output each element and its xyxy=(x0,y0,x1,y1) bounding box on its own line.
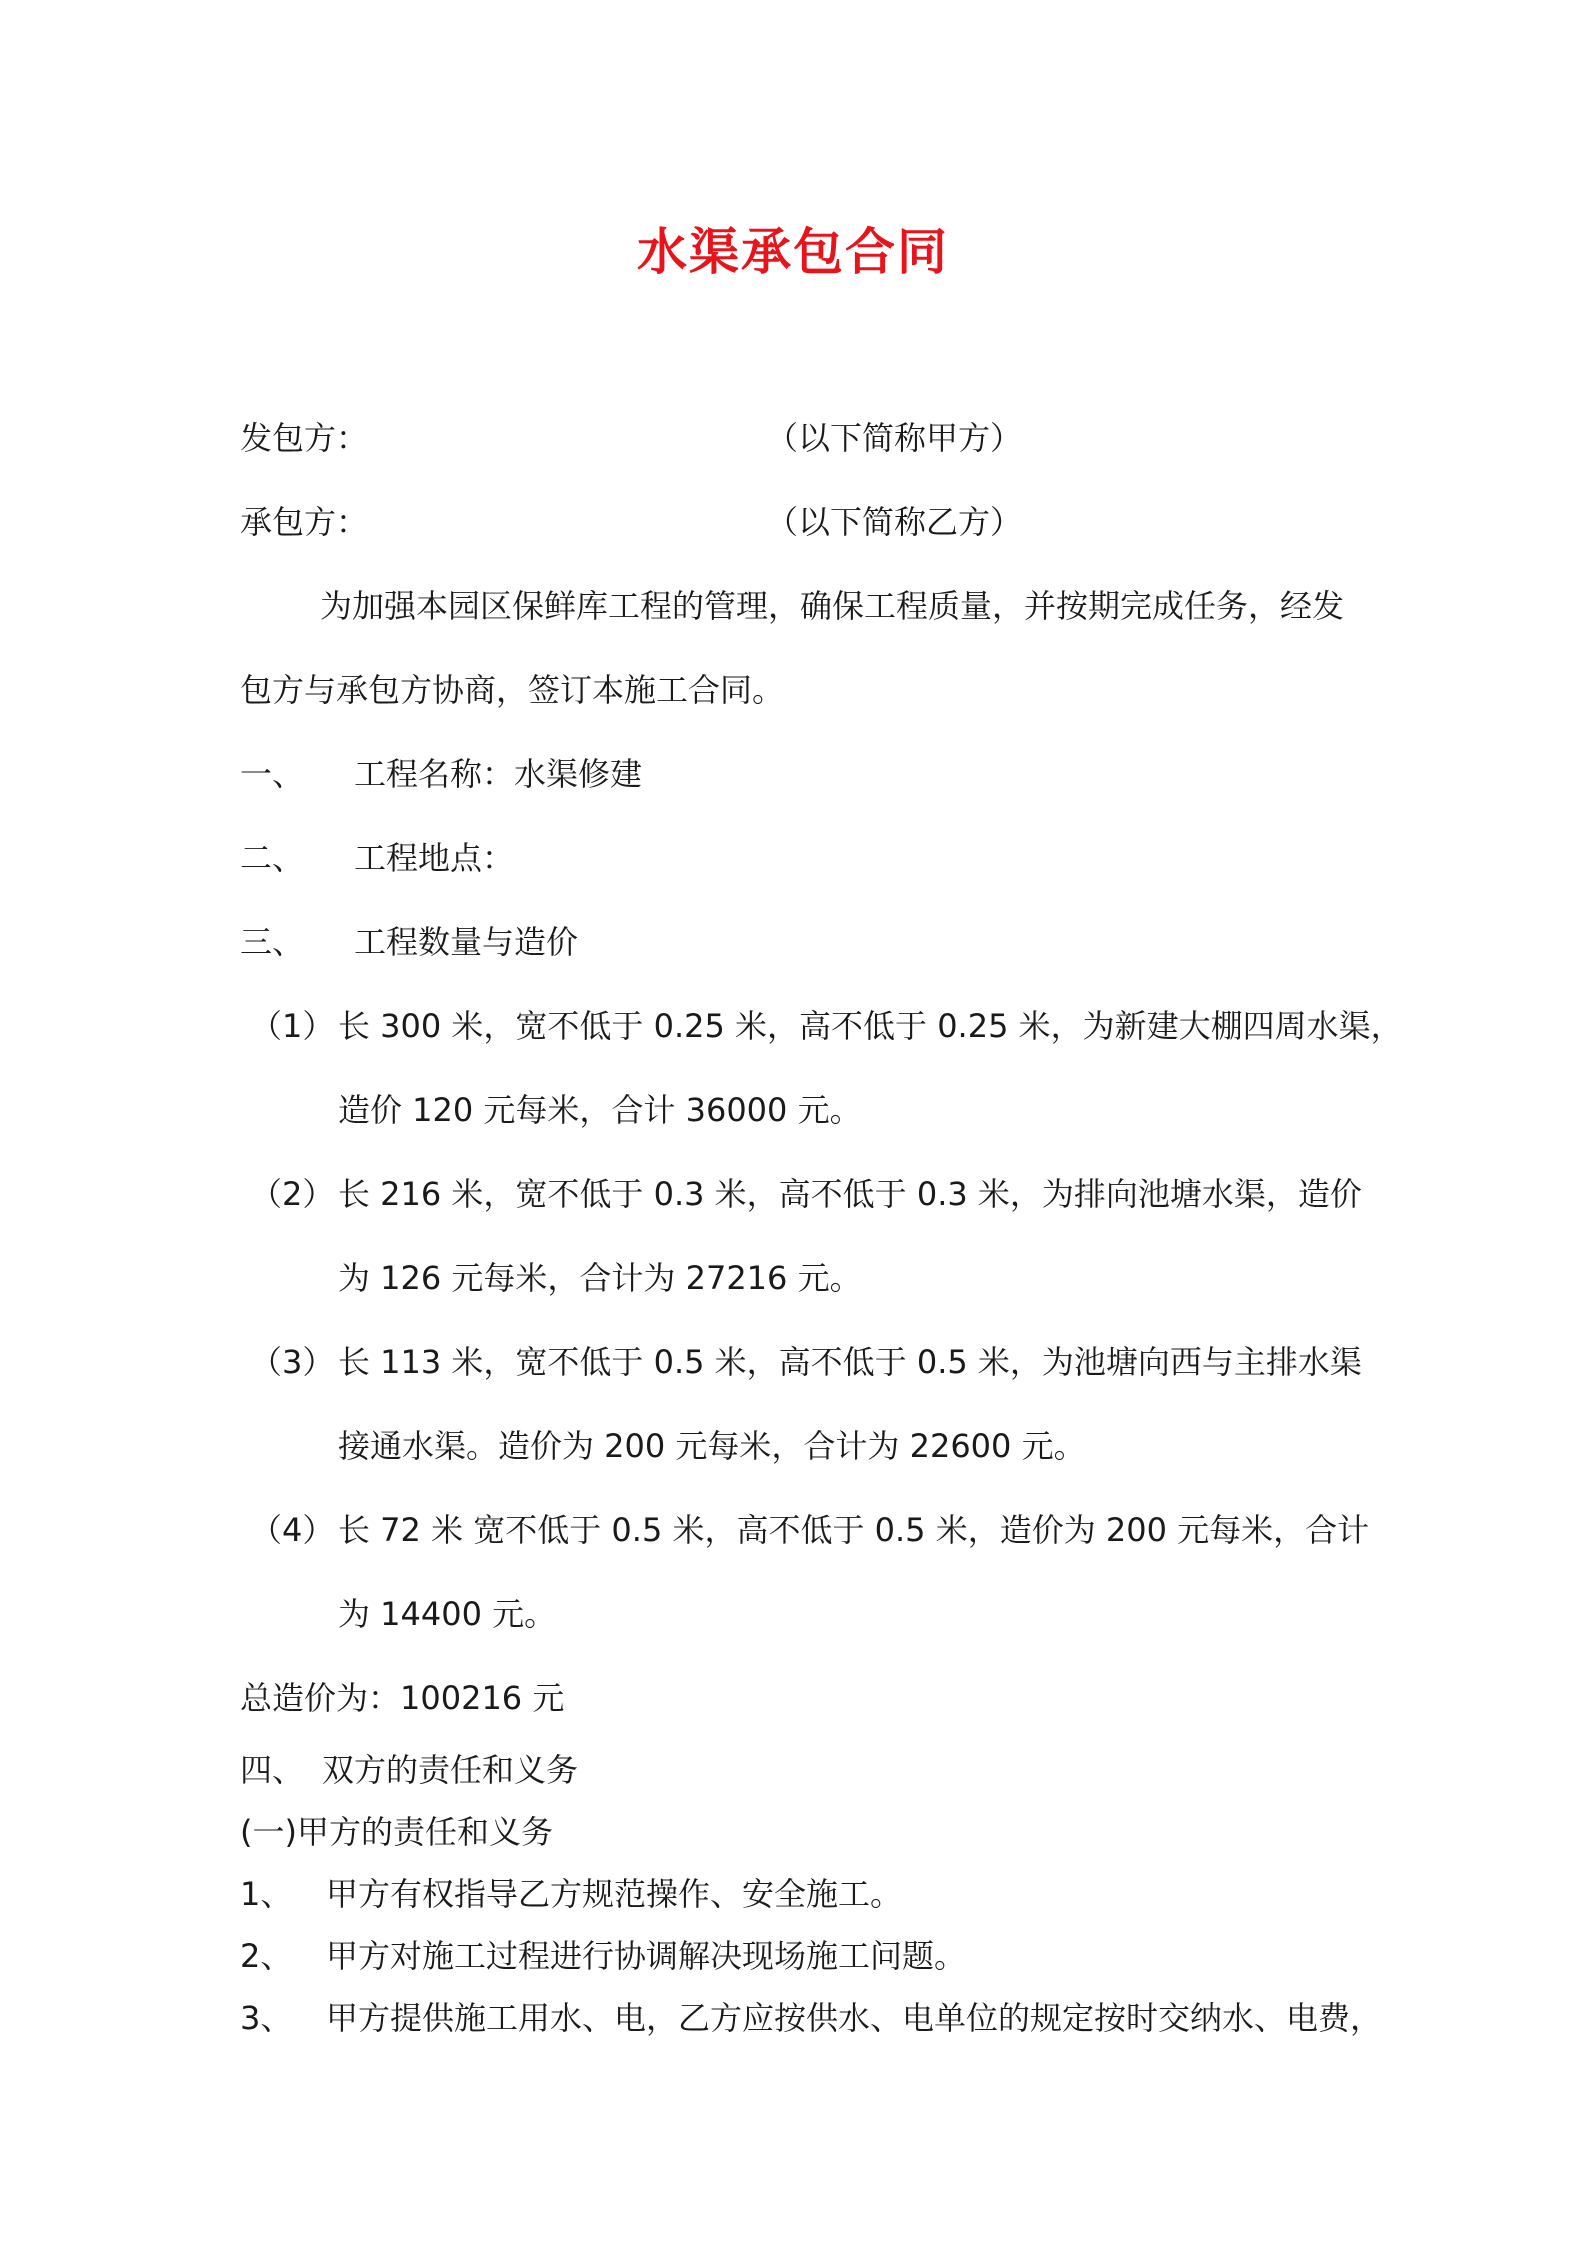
item-line-1: 长 216 米，宽不低于 0.3 米，高不低于 0.3 米，为排向池塘水渠，造价 xyxy=(338,1175,1362,1213)
item-line-2: 为 126 元每米，合计为 27216 元。 xyxy=(338,1259,862,1297)
total-cost: 总造价为：100216 元 xyxy=(240,1679,565,1717)
section-text: 工程数量与造价 xyxy=(354,923,579,961)
item-line-2: 接通水渠。造价为 200 元每米，合计为 22600 元。 xyxy=(338,1427,1086,1465)
document-title: 水渠承包合同 xyxy=(637,223,949,281)
intro-line-1: 为加强本园区保鲜库工程的管理，确保工程质量，并按期完成任务，经发 xyxy=(320,587,1345,625)
duty-text: 甲方有权指导乙方规范操作、安全施工。 xyxy=(326,1875,903,1913)
duty-text: 甲方对施工过程进行协调解决现场施工问题。 xyxy=(326,1937,967,1975)
party-b-note: （以下简称乙方） xyxy=(766,503,1023,541)
item-line-1: 长 72 米 宽不低于 0.5 米，高不低于 0.5 米，造价为 200 元每米，合计 xyxy=(338,1511,1370,1549)
item-number: （3） xyxy=(250,1343,335,1381)
item-line-2: 造价 120 元每米，合计 36000 元。 xyxy=(338,1091,862,1129)
item-number: （1） xyxy=(250,1007,335,1045)
duty-text: 甲方提供施工用水、电，乙方应按供水、电单位的规定按时交纳水、电费， xyxy=(326,1999,1383,2037)
party-b-label: 承包方： xyxy=(240,503,369,541)
section-number: 二、 xyxy=(240,839,305,877)
item-line-2: 为 14400 元。 xyxy=(338,1595,557,1633)
section-text: 工程名称：水渠修建 xyxy=(354,755,643,793)
section-text: 双方的责任和义务 xyxy=(322,1751,579,1789)
section-number: 一、 xyxy=(240,755,305,793)
subsection-title: (一)甲方的责任和义务 xyxy=(240,1813,553,1851)
duty-number: 2、 xyxy=(240,1937,293,1975)
item-line-1: 长 300 米，宽不低于 0.25 米，高不低于 0.25 米，为新建大棚四周水渠， xyxy=(338,1007,1403,1045)
section-number: 四、 xyxy=(240,1751,305,1789)
item-number: （2） xyxy=(250,1175,335,1213)
duty-number: 3、 xyxy=(240,1999,293,2037)
item-line-1: 长 113 米，宽不低于 0.5 米，高不低于 0.5 米，为池塘向西与主排水渠 xyxy=(338,1343,1362,1381)
intro-line-2: 包方与承包方协商，签订本施工合同。 xyxy=(240,671,785,709)
party-a-label: 发包方： xyxy=(240,419,369,457)
section-text: 工程地点： xyxy=(354,839,515,877)
duty-number: 1、 xyxy=(240,1875,293,1913)
party-a-note: （以下简称甲方） xyxy=(766,419,1023,457)
section-number: 三、 xyxy=(240,923,305,961)
item-number: （4） xyxy=(250,1511,335,1549)
